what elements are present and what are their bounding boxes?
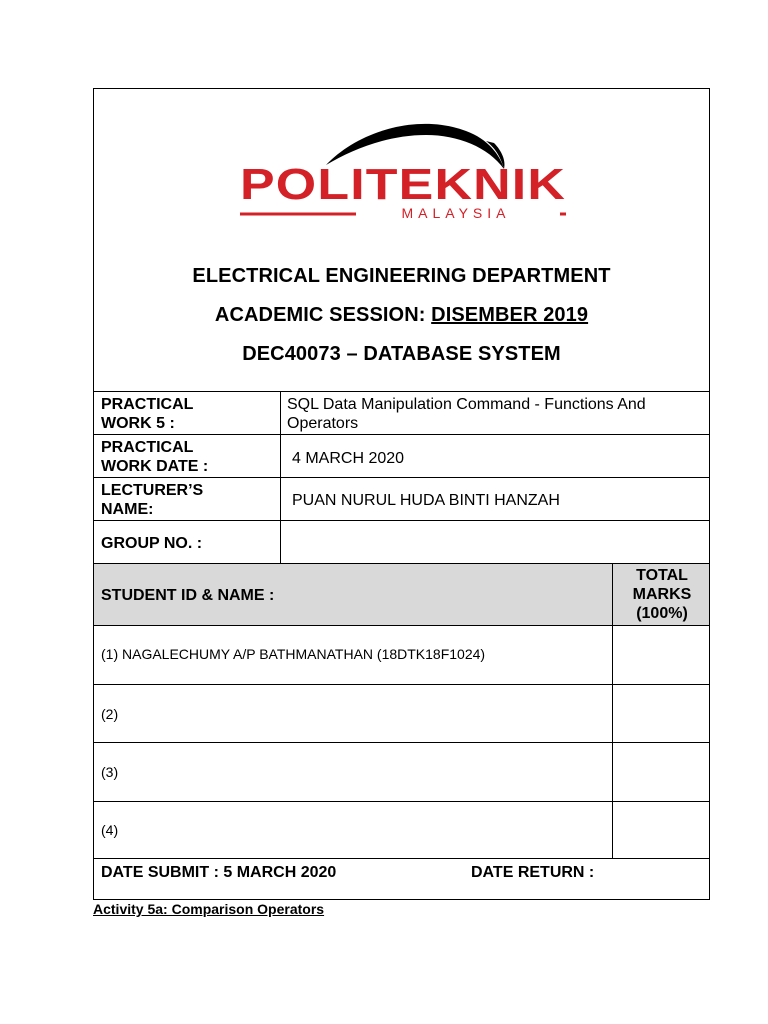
student-id-name-label: STUDENT ID & NAME :	[101, 587, 275, 604]
cover-page-frame	[93, 88, 710, 900]
student-row: (4)	[101, 822, 119, 838]
divider	[94, 684, 709, 685]
student-row: (3)	[101, 764, 119, 780]
label-line: PRACTICAL	[101, 396, 194, 413]
course-title: DEC40073 – DATABASE SYSTEM	[242, 343, 561, 365]
divider	[94, 742, 709, 743]
svg-text:POLITEKNIK: POLITEKNIK	[240, 160, 566, 209]
date-submit: DATE SUBMIT : 5 MARCH 2020	[101, 864, 337, 881]
label-line: LECTURER’S	[101, 482, 204, 499]
divider	[94, 477, 709, 478]
label-line: (100%)	[636, 605, 688, 622]
politeknik-logo	[238, 117, 568, 227]
practical-work-date-label	[101, 438, 208, 476]
practical-work-value: SQL Data Manipulation Command - Functions And Operators	[287, 396, 646, 432]
label-line: WORK DATE :	[101, 458, 209, 475]
department-title: ELECTRICAL ENGINEERING DEPARTMENT	[192, 265, 611, 287]
label-line: TOTAL	[636, 567, 688, 584]
academic-session	[94, 304, 709, 327]
label-line: MARKS	[632, 586, 692, 603]
divider	[94, 801, 709, 802]
label-line: PRACTICAL	[101, 439, 194, 456]
divider	[94, 625, 709, 626]
group-no-label: GROUP NO. :	[101, 535, 203, 552]
label-line: NAME:	[101, 501, 154, 518]
lecturer-name-value: PUAN NURUL HUDA BINTI HANZAH	[292, 492, 560, 509]
practical-work-label	[101, 395, 193, 433]
logo-area	[94, 89, 709, 267]
activity-title: Activity 5a: Comparison Operators	[93, 901, 325, 917]
session-value: DISEMBER 2019	[431, 304, 589, 326]
lecturer-name-label	[101, 481, 203, 519]
divider	[94, 434, 709, 435]
column-divider	[280, 391, 281, 563]
total-marks-label	[613, 566, 711, 623]
student-row: (2)	[101, 706, 119, 722]
svg-text:MALAYSIA: MALAYSIA	[401, 205, 511, 221]
label-line: WORK 5 :	[101, 415, 175, 432]
date-return: DATE RETURN :	[471, 864, 595, 881]
divider	[94, 858, 709, 859]
student-row: (1) NAGALECHUMY A/P BATHMANATHAN (18DTK18F1024)	[101, 646, 486, 662]
divider	[94, 520, 709, 521]
divider	[94, 391, 709, 392]
session-label: ACADEMIC SESSION:	[214, 304, 432, 326]
practical-work-date-value: 4 MARCH 2020	[292, 450, 405, 467]
